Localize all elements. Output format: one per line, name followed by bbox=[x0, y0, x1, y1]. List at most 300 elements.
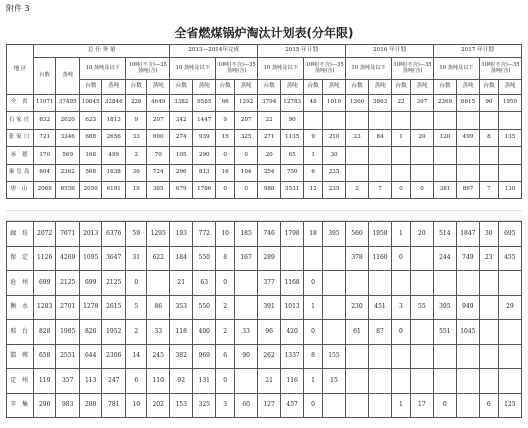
table-cell: 0 bbox=[235, 147, 258, 164]
table-cell: 87 bbox=[368, 320, 391, 345]
table-cell: 16 bbox=[216, 164, 235, 181]
table-cell: 22 bbox=[258, 112, 281, 129]
table-cell: 1813 bbox=[102, 112, 126, 129]
region-cell: 廊 坊 bbox=[7, 222, 34, 247]
table-cell: 325 bbox=[193, 393, 216, 418]
table-cell: 1168 bbox=[281, 271, 304, 296]
table-cell: 2306 bbox=[102, 344, 126, 369]
table-cell bbox=[456, 344, 479, 369]
table-cell bbox=[322, 271, 345, 296]
table-row bbox=[7, 393, 522, 418]
table-cell: 3531 bbox=[281, 181, 304, 198]
table-cell bbox=[281, 246, 304, 271]
table-cell: 0 bbox=[216, 181, 235, 198]
table-cell bbox=[410, 112, 433, 129]
table-cell: 1295 bbox=[147, 222, 170, 247]
table-cell: 6556 bbox=[56, 181, 80, 198]
header-unit-col: 台数 bbox=[258, 80, 281, 95]
table-cell bbox=[369, 147, 392, 164]
table-cell: 2701 bbox=[56, 295, 80, 320]
header-unit-col: 台数 bbox=[434, 80, 457, 95]
table-cell bbox=[392, 147, 411, 164]
header-unit-col: 台数 bbox=[80, 80, 102, 95]
table-cell bbox=[456, 393, 479, 418]
table-cell bbox=[345, 393, 368, 418]
table-cell bbox=[346, 147, 369, 164]
table-cell: 20 bbox=[258, 147, 281, 164]
table-cell bbox=[322, 246, 345, 271]
table-row bbox=[7, 246, 522, 271]
table-row bbox=[7, 181, 522, 198]
table-row bbox=[7, 344, 522, 369]
table-cell bbox=[235, 271, 258, 296]
table-cell: 749 bbox=[456, 246, 479, 271]
table-cell bbox=[498, 164, 521, 181]
table-cell: 0 bbox=[304, 320, 323, 345]
header-mid: 10吨(不含)—35 蒸吨(含) bbox=[392, 58, 434, 80]
table-cell: 84 bbox=[369, 129, 392, 146]
table-cell: 271 bbox=[258, 129, 281, 146]
table-cell: 695 bbox=[498, 222, 521, 247]
header-ton-col: 蒸吨 bbox=[457, 80, 480, 95]
table-cell: 90 bbox=[281, 112, 304, 129]
table-cell: 296 bbox=[170, 164, 193, 181]
table-cell bbox=[368, 344, 391, 369]
table-cell: 12 bbox=[304, 181, 323, 198]
header-unit-col: 台数 bbox=[126, 80, 147, 95]
table-cell: 1337 bbox=[281, 344, 304, 369]
header-2017: 2017 年计划 bbox=[434, 45, 522, 58]
table-cell: 2656 bbox=[102, 129, 126, 146]
table-cell bbox=[323, 112, 346, 129]
table-cell: 813 bbox=[193, 164, 216, 181]
table-cell: 939 bbox=[193, 129, 216, 146]
table-cell: 245 bbox=[147, 344, 170, 369]
table-cell: 1292 bbox=[235, 95, 258, 112]
table-cell bbox=[304, 246, 323, 271]
table-cell: 699 bbox=[80, 271, 102, 296]
table-cell: 22 bbox=[392, 95, 411, 112]
table-cell bbox=[391, 369, 410, 394]
table-cell: 3382 bbox=[170, 95, 193, 112]
table-row bbox=[7, 369, 522, 394]
table-cell: 772 bbox=[193, 222, 216, 247]
table-cell: 826 bbox=[80, 320, 102, 345]
table-cell: 6376 bbox=[102, 222, 126, 247]
table-cell: 499 bbox=[102, 147, 126, 164]
table-cell: 274 bbox=[170, 129, 193, 146]
table-cell: 382 bbox=[170, 344, 193, 369]
table-cell: 90 bbox=[480, 95, 499, 112]
table-cell: 113 bbox=[80, 369, 102, 394]
table-cell: 2125 bbox=[102, 271, 126, 296]
table-cell: 1 bbox=[304, 147, 323, 164]
header-unit-col: 台数 bbox=[346, 80, 369, 95]
table-cell: 290 bbox=[193, 147, 216, 164]
table-cell: 514 bbox=[433, 222, 456, 247]
table-cell bbox=[322, 393, 345, 418]
table-cell: 262 bbox=[258, 344, 281, 369]
table-cell: 86 bbox=[147, 295, 170, 320]
attachment-label: 附件 3 bbox=[6, 4, 30, 13]
region-cell: 沧 州 bbox=[7, 271, 34, 296]
table-cell: 289 bbox=[258, 246, 281, 271]
table-cell: 11071 bbox=[34, 95, 56, 112]
table-cell bbox=[456, 369, 479, 394]
table-cell: 14 bbox=[126, 344, 147, 369]
table-cell: 1786 bbox=[193, 181, 216, 198]
table-cell: 451 bbox=[368, 295, 391, 320]
region-cell: 保 定 bbox=[7, 246, 34, 271]
table-cell: 118 bbox=[170, 320, 193, 345]
table-cell: 92 bbox=[170, 369, 193, 394]
table-cell: 18 bbox=[304, 222, 323, 247]
table-cell: 1950 bbox=[498, 95, 521, 112]
table-cell: 721 bbox=[34, 129, 56, 146]
table-cell: 1 bbox=[391, 393, 410, 418]
table-cell: 551 bbox=[433, 320, 456, 345]
table-cell: 2020 bbox=[56, 112, 80, 129]
table-cell bbox=[345, 271, 368, 296]
table-cell bbox=[410, 164, 433, 181]
table-cell: 170 bbox=[34, 147, 56, 164]
table-cell: 2 bbox=[216, 295, 235, 320]
table-cell: 0 bbox=[235, 181, 258, 198]
table-cell: 7 bbox=[369, 181, 392, 198]
table-cell: 622 bbox=[147, 246, 170, 271]
header-total-task: 总 任 务 量 bbox=[34, 45, 170, 58]
table-cell: 0 bbox=[391, 320, 410, 345]
table-cell: 2013 bbox=[80, 222, 102, 247]
table-cell: 568 bbox=[80, 164, 102, 181]
header-tons: 蒸吨 bbox=[56, 58, 80, 95]
table-cell: 96 bbox=[258, 320, 281, 345]
table-cell: 4649 bbox=[147, 95, 170, 112]
table-cell: 127 bbox=[258, 393, 281, 418]
table-cell: 48 bbox=[304, 95, 323, 112]
header-le10: 10 蒸吨及以下 bbox=[80, 58, 126, 80]
header-mid: 10吨(不含)—35 蒸吨(含) bbox=[126, 58, 170, 80]
region-cell: 石家庄 bbox=[7, 112, 34, 129]
header-mid: 10吨(不含)—35 蒸吨(含) bbox=[216, 58, 258, 80]
table-cell: 679 bbox=[170, 181, 193, 198]
table-cell: 1638 bbox=[102, 164, 126, 181]
table-cell: 6 bbox=[126, 369, 147, 394]
table-cell: 690 bbox=[147, 129, 170, 146]
table-cell: 21 bbox=[258, 369, 281, 394]
table-cell bbox=[346, 164, 369, 181]
table-cell: 17 bbox=[410, 393, 433, 418]
table-cell: 10 bbox=[216, 222, 235, 247]
table-cell: 353 bbox=[170, 295, 193, 320]
table-row bbox=[7, 164, 522, 181]
table-cell: 550 bbox=[193, 246, 216, 271]
table-cell: 6615 bbox=[457, 95, 480, 112]
table-row bbox=[7, 271, 522, 296]
table-cell: 377 bbox=[258, 271, 281, 296]
table-cell: 0 bbox=[304, 271, 323, 296]
table-row bbox=[7, 295, 522, 320]
table-cell bbox=[410, 344, 433, 369]
header-ton-col: 蒸吨 bbox=[323, 80, 346, 95]
table-cell: 644 bbox=[80, 344, 102, 369]
top-table-body bbox=[7, 95, 522, 199]
table-cell: 63 bbox=[193, 271, 216, 296]
table-cell: 746 bbox=[258, 222, 281, 247]
header-2015: 2015 年计划 bbox=[258, 45, 346, 58]
table-cell: 131 bbox=[193, 369, 216, 394]
table-cell: 235 bbox=[323, 164, 346, 181]
table-cell: 119 bbox=[34, 369, 56, 394]
table-cell bbox=[433, 369, 456, 394]
table-cell: 0 bbox=[410, 181, 433, 198]
table-cell bbox=[322, 295, 345, 320]
table-cell: 7 bbox=[480, 181, 499, 198]
table-cell: 381 bbox=[434, 181, 457, 198]
table-cell: 400 bbox=[193, 320, 216, 345]
table-cell bbox=[235, 295, 258, 320]
table-cell: 0 bbox=[304, 393, 323, 418]
table-cell: 3647 bbox=[102, 246, 126, 271]
table-cell bbox=[304, 112, 323, 129]
table-cell bbox=[391, 271, 410, 296]
table-cell bbox=[345, 369, 368, 394]
header-ton-col: 蒸吨 bbox=[147, 80, 170, 95]
table-cell: 290 bbox=[34, 393, 56, 418]
table-cell: 280 bbox=[80, 393, 102, 418]
table-cell: 7671 bbox=[56, 222, 80, 247]
table-cell: 397 bbox=[410, 95, 433, 112]
region-cell: 辛 集 bbox=[7, 393, 34, 418]
page-title: 全省燃煤锅炉淘汰计划表(分年限) bbox=[174, 26, 354, 40]
table-cell bbox=[480, 147, 499, 164]
table-cell: 688 bbox=[80, 129, 102, 146]
table-cell: 2 bbox=[126, 320, 147, 345]
table-cell: 2050 bbox=[80, 181, 102, 198]
table-cell: 325 bbox=[235, 129, 258, 146]
table-cell bbox=[433, 271, 456, 296]
region-cell: 秦皇岛 bbox=[7, 164, 34, 181]
table-cell: 1160 bbox=[368, 246, 391, 271]
table-cell bbox=[368, 393, 391, 418]
table-cell bbox=[457, 112, 480, 129]
table-cell: 569 bbox=[56, 147, 80, 164]
table-cell: 604 bbox=[34, 164, 56, 181]
table-cell: 184 bbox=[170, 246, 193, 271]
table-cell: 167 bbox=[235, 246, 258, 271]
table-cell bbox=[479, 295, 498, 320]
table-cell: 194 bbox=[235, 164, 258, 181]
table-cell bbox=[410, 246, 433, 271]
table-cell: 1278 bbox=[80, 295, 102, 320]
table-cell bbox=[498, 112, 521, 129]
table-cell: 724 bbox=[147, 164, 170, 181]
table-cell bbox=[410, 320, 433, 345]
table-cell: 342 bbox=[170, 112, 193, 129]
table-cell: 750 bbox=[281, 164, 304, 181]
table-cell: 457 bbox=[281, 393, 304, 418]
region-cell: 承 德 bbox=[7, 147, 34, 164]
table-cell: 550 bbox=[193, 295, 216, 320]
table-cell: 0 bbox=[391, 246, 410, 271]
table-cell: 116 bbox=[281, 369, 304, 394]
header-unit-col: 台数 bbox=[304, 80, 323, 95]
table-cell: 357 bbox=[56, 369, 80, 394]
table-cell: 10 bbox=[126, 393, 147, 418]
table-row bbox=[7, 95, 522, 112]
table-row bbox=[7, 129, 522, 146]
table-cell bbox=[410, 369, 433, 394]
table-cell: 420 bbox=[281, 320, 304, 345]
table-cell: 2069 bbox=[34, 181, 56, 198]
table-cell: 395 bbox=[322, 222, 345, 247]
table-cell: 33 bbox=[147, 320, 170, 345]
table-cell bbox=[147, 271, 170, 296]
table-cell: 135 bbox=[498, 129, 521, 146]
table-cell: 10845 bbox=[80, 95, 102, 112]
table-cell: 2 bbox=[216, 320, 235, 345]
table-cell: 1126 bbox=[34, 246, 56, 271]
plan-table-top bbox=[6, 44, 522, 199]
table-cell: 15 bbox=[216, 129, 235, 146]
header-unit-col: 台数 bbox=[216, 80, 235, 95]
table-cell: 499 bbox=[457, 129, 480, 146]
table-row bbox=[7, 320, 522, 345]
header-unit-col: 台数 bbox=[392, 80, 411, 95]
table-cell bbox=[369, 164, 392, 181]
region-cell: 衡 水 bbox=[7, 295, 34, 320]
table-cell: 1798 bbox=[281, 222, 304, 247]
table-cell: 21 bbox=[170, 271, 193, 296]
table-cell: 90 bbox=[235, 344, 258, 369]
table-cell: 130 bbox=[498, 181, 521, 198]
table-cell bbox=[434, 112, 457, 129]
plan-table-bottom bbox=[6, 221, 522, 418]
table-cell: 36 bbox=[126, 164, 147, 181]
table-cell: 969 bbox=[193, 344, 216, 369]
table-cell: 3346 bbox=[56, 129, 80, 146]
table-cell: 1010 bbox=[323, 95, 346, 112]
table-cell: 185 bbox=[235, 222, 258, 247]
table-cell: 30 bbox=[479, 222, 498, 247]
header-le10: 10 蒸吨及以下 bbox=[258, 58, 304, 80]
table-cell: 61 bbox=[345, 320, 368, 345]
table-cell bbox=[480, 164, 499, 181]
table-cell: 623 bbox=[80, 112, 102, 129]
table-cell bbox=[392, 164, 411, 181]
table-cell: 60 bbox=[235, 393, 258, 418]
region-cell: 邯 郸 bbox=[7, 344, 34, 369]
table-cell bbox=[498, 320, 521, 345]
table-cell: 65 bbox=[281, 147, 304, 164]
header-2013-2014: 2013—2014年完成 bbox=[170, 45, 258, 58]
table-cell: 8 bbox=[304, 344, 323, 369]
table-cell: 3 bbox=[391, 295, 410, 320]
table-cell: 210 bbox=[323, 129, 346, 146]
table-cell: 2 bbox=[346, 181, 369, 198]
table-cell: 55 bbox=[410, 295, 433, 320]
table-cell: 254 bbox=[258, 164, 281, 181]
table-cell: 33 bbox=[126, 129, 147, 146]
table-cell: 1447 bbox=[193, 112, 216, 129]
table-cell: 1 bbox=[392, 129, 411, 146]
header-ton-col: 蒸吨 bbox=[281, 80, 304, 95]
table-cell bbox=[433, 344, 456, 369]
table-cell: 1045 bbox=[456, 320, 479, 345]
header-2016: 2016 年计划 bbox=[346, 45, 434, 58]
table-cell: 4269 bbox=[56, 246, 80, 271]
table-cell: 19 bbox=[126, 181, 147, 198]
table-cell: 8 bbox=[480, 129, 499, 146]
table-cell bbox=[479, 369, 498, 394]
table-cell: 37495 bbox=[56, 95, 80, 112]
table-cell: 168 bbox=[80, 147, 102, 164]
table-cell: 9 bbox=[304, 129, 323, 146]
table-cell bbox=[346, 112, 369, 129]
table-cell: 0 bbox=[216, 271, 235, 296]
table-cell bbox=[479, 344, 498, 369]
table-cell: 0 bbox=[216, 147, 235, 164]
table-cell: 20 bbox=[410, 129, 433, 146]
table-cell: 226 bbox=[126, 95, 147, 112]
header-ton-col: 蒸吨 bbox=[193, 80, 216, 95]
region-cell: 唐 山 bbox=[7, 181, 34, 198]
table-cell: 1 bbox=[304, 295, 323, 320]
table-cell: 2369 bbox=[434, 95, 457, 112]
table-cell: 12783 bbox=[281, 95, 304, 112]
table-cell: 699 bbox=[34, 271, 56, 296]
table-cell: 658 bbox=[34, 344, 56, 369]
table-cell: 247 bbox=[102, 369, 126, 394]
table-cell bbox=[391, 344, 410, 369]
table-cell: 23 bbox=[346, 129, 369, 146]
header-ton-col: 蒸吨 bbox=[498, 80, 521, 95]
table-cell: 125 bbox=[498, 393, 521, 418]
table-cell: 155 bbox=[322, 344, 345, 369]
table-cell: 29 bbox=[498, 295, 521, 320]
table-cell: 6 bbox=[479, 393, 498, 418]
region-cell: 张家口 bbox=[7, 129, 34, 146]
table-cell: 105 bbox=[170, 147, 193, 164]
table-cell: 20 bbox=[410, 222, 433, 247]
table-cell: 31 bbox=[126, 246, 147, 271]
region-cell: 定 州 bbox=[7, 369, 34, 394]
header-region: 地 区 bbox=[7, 45, 34, 95]
table-cell: 365 bbox=[147, 181, 170, 198]
table-cell: 6 bbox=[216, 344, 235, 369]
header-unit-col: 台数 bbox=[170, 80, 193, 95]
table-cell: 3863 bbox=[369, 95, 392, 112]
table-row bbox=[7, 222, 522, 247]
table-cell: 395 bbox=[433, 295, 456, 320]
table-cell: 988 bbox=[258, 181, 281, 198]
table-cell: 1952 bbox=[102, 320, 126, 345]
header-le10: 10 蒸吨及以下 bbox=[346, 58, 392, 80]
table-cell: 2615 bbox=[102, 295, 126, 320]
table-cell: 207 bbox=[147, 112, 170, 129]
table-cell: 6 bbox=[304, 164, 323, 181]
table-cell bbox=[392, 112, 411, 129]
table-row bbox=[7, 147, 522, 164]
table-cell: 391 bbox=[258, 295, 281, 320]
table-cell: 867 bbox=[457, 181, 480, 198]
table-cell: 0 bbox=[433, 393, 456, 418]
header-mid: 10吨(不含)—35 蒸吨(含) bbox=[304, 58, 346, 80]
header-ton-col: 蒸吨 bbox=[410, 80, 433, 95]
table-cell: 59 bbox=[126, 222, 147, 247]
table-cell: 3794 bbox=[258, 95, 281, 112]
page-break bbox=[6, 210, 522, 221]
